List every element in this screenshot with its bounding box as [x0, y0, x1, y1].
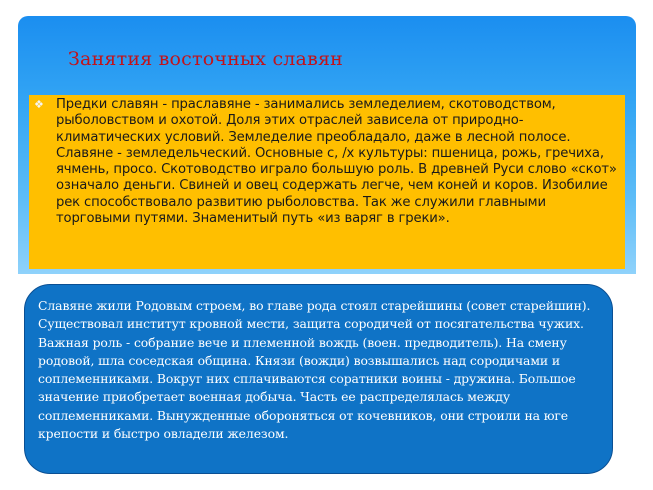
info-paragraph: Славяне жили Родовым строем, во главе рода стоял старейшины (совет старейшин). Существовал институт кровной мести, защита сородичей от посягательства чужих. Важная роль - собрание вече и племенной вождь (воен. предводитель). На смену родовой, шла соседская община. Князи (вожди) возвышались над сородичами и соплеменниками. Вокруг них сплачиваются соратники воины - дружина. Большое значение приобретает военная добыча. Часть ее распределялась между соплеменниками. Вынужденные обороняться от кочевников, они строили на юге крепости и быстро овладели железом. — [38, 298, 591, 442]
bullet-paragraph: Предки славян - праславяне - занимались земледелием, скотоводством, рыболовством и охотой. Доля этих отраслей зависела от природно-климатических условий. Земледелие преобладало, даже в лесной полосе. Славяне - земледельческий. Основные с, /х культуры: пшеница, рожь, гречиха, ячмень, просо. Скотоводство играло большую роль. В древней Руси слово «скот» означало деньги. Свиней и овец содержать легче, чем коней и коров. Изобилие рек способствовало развитию рыболовства. Так же служили главными торговыми путями. Знаменитый путь «из варяг в греки». — [56, 97, 617, 227]
slide-title: Занятия восточных славян — [68, 48, 344, 70]
diamond-bullet-icon: ❖ — [34, 98, 44, 111]
